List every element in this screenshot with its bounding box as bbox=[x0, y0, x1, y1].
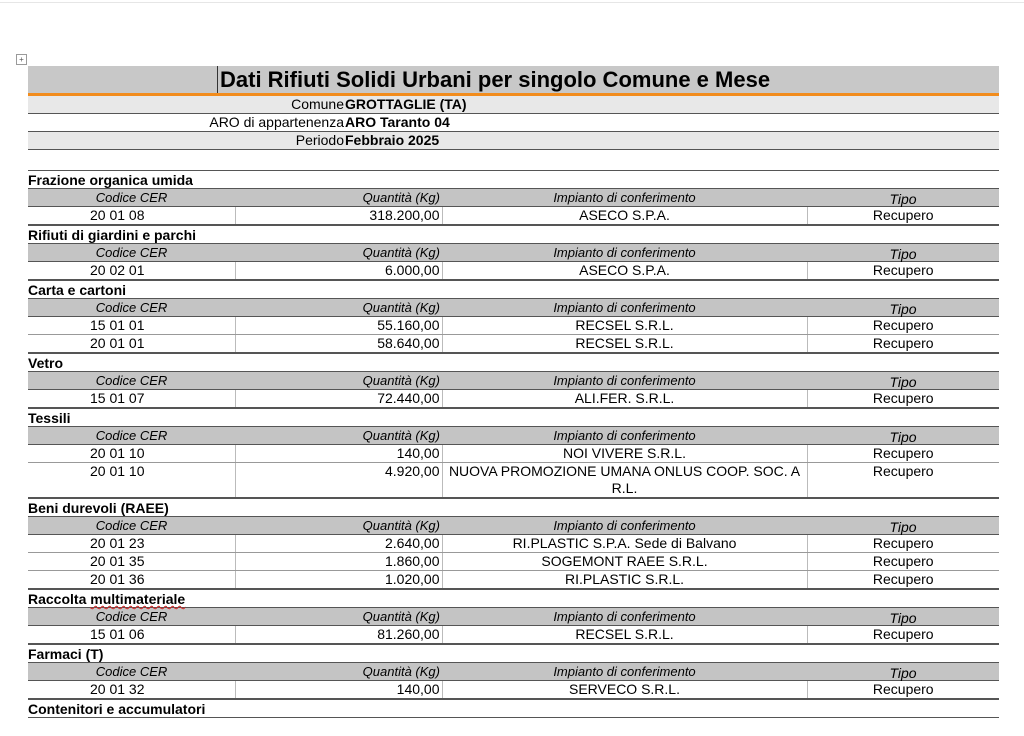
header-tipo: Tipo bbox=[807, 189, 999, 207]
document-body bbox=[28, 66, 999, 718]
table-header-row bbox=[28, 608, 999, 626]
header-codice-cer: Codice CER bbox=[28, 427, 235, 445]
table-row bbox=[28, 681, 999, 700]
table-header-row bbox=[28, 427, 999, 445]
cell-codice-cer: 20 01 23 bbox=[28, 535, 235, 553]
section-table bbox=[28, 517, 999, 590]
section-title: Beni durevoli (RAEE) bbox=[28, 499, 999, 517]
cell-tipo: Recupero bbox=[807, 335, 999, 354]
table-row bbox=[28, 463, 999, 499]
info-row-comune bbox=[28, 96, 999, 114]
section-table bbox=[28, 189, 999, 226]
cell-quantita: 318.200,00 bbox=[235, 207, 442, 226]
table-header-row bbox=[28, 299, 999, 317]
cell-codice-cer: 20 01 35 bbox=[28, 553, 235, 571]
section-title: Carta e cartoni bbox=[28, 281, 999, 299]
cell-impianto: ASECO S.P.A. bbox=[442, 262, 807, 281]
cell-tipo: Recupero bbox=[807, 463, 999, 499]
header-codice-cer: Codice CER bbox=[28, 608, 235, 626]
header-quantita: Quantità (Kg) bbox=[235, 663, 442, 681]
window-top-edge bbox=[0, 0, 1024, 3]
header-tipo: Tipo bbox=[807, 663, 999, 681]
cell-tipo: Recupero bbox=[807, 262, 999, 281]
header-codice-cer: Codice CER bbox=[28, 663, 235, 681]
header-impianto: Impianto di conferimento bbox=[442, 372, 807, 390]
table-header-row bbox=[28, 189, 999, 207]
cell-quantita: 1.860,00 bbox=[235, 553, 442, 571]
table-row bbox=[28, 207, 999, 226]
cell-tipo: Recupero bbox=[807, 681, 999, 700]
table-move-handle-icon[interactable]: + bbox=[16, 54, 27, 65]
table-row bbox=[28, 626, 999, 645]
header-codice-cer: Codice CER bbox=[28, 517, 235, 535]
cell-tipo: Recupero bbox=[807, 535, 999, 553]
cell-quantita: 4.920,00 bbox=[235, 463, 442, 499]
cell-quantita: 1.020,00 bbox=[235, 571, 442, 590]
header-tipo: Tipo bbox=[807, 299, 999, 317]
cell-codice-cer: 20 01 10 bbox=[28, 445, 235, 463]
header-codice-cer: Codice CER bbox=[28, 189, 235, 207]
header-codice-cer: Codice CER bbox=[28, 244, 235, 262]
header-codice-cer: Codice CER bbox=[28, 299, 235, 317]
cell-quantita: 140,00 bbox=[235, 445, 442, 463]
cell-tipo: Recupero bbox=[807, 626, 999, 645]
table-row bbox=[28, 445, 999, 463]
cell-quantita: 55.160,00 bbox=[235, 317, 442, 335]
cell-quantita: 2.640,00 bbox=[235, 535, 442, 553]
cell-impianto: RECSEL S.R.L. bbox=[442, 335, 807, 354]
cell-impianto: RI.PLASTIC S.P.A. Sede di Balvano bbox=[442, 535, 807, 553]
cell-quantita: 6.000,00 bbox=[235, 262, 442, 281]
info-label-comune: Comune bbox=[291, 96, 344, 112]
cell-codice-cer: 20 02 01 bbox=[28, 262, 235, 281]
cell-impianto: RECSEL S.R.L. bbox=[442, 317, 807, 335]
section-table bbox=[28, 663, 999, 700]
section-title: Frazione organica umida bbox=[28, 171, 999, 189]
table-row bbox=[28, 553, 999, 571]
waste-sections bbox=[28, 171, 999, 718]
section-title: Contenitori e accumulatori bbox=[28, 700, 999, 718]
header-quantita: Quantità (Kg) bbox=[235, 427, 442, 445]
info-label-periodo: Periodo bbox=[295, 132, 344, 148]
cell-quantita: 140,00 bbox=[235, 681, 442, 700]
section-table bbox=[28, 244, 999, 281]
header-quantita: Quantità (Kg) bbox=[235, 299, 442, 317]
header-tipo: Tipo bbox=[807, 244, 999, 262]
cell-tipo: Recupero bbox=[807, 571, 999, 590]
table-header-row bbox=[28, 517, 999, 535]
header-quantita: Quantità (Kg) bbox=[235, 244, 442, 262]
cell-codice-cer: 20 01 01 bbox=[28, 335, 235, 354]
cell-codice-cer: 20 01 32 bbox=[28, 681, 235, 700]
info-row-periodo bbox=[28, 132, 999, 150]
cell-quantita: 72.440,00 bbox=[235, 390, 442, 409]
header-codice-cer: Codice CER bbox=[28, 372, 235, 390]
cell-codice-cer: 20 01 36 bbox=[28, 571, 235, 590]
cell-tipo: Recupero bbox=[807, 553, 999, 571]
header-quantita: Quantità (Kg) bbox=[235, 372, 442, 390]
cell-impianto: RECSEL S.R.L. bbox=[442, 626, 807, 645]
info-row-aro bbox=[28, 114, 999, 132]
table-row bbox=[28, 317, 999, 335]
info-value-comune: GROTTAGLIE (TA) bbox=[345, 96, 467, 112]
section-table bbox=[28, 608, 999, 645]
section-title bbox=[28, 590, 999, 608]
section-title: Rifiuti di giardini e parchi bbox=[28, 226, 999, 244]
table-row bbox=[28, 535, 999, 553]
spacer-row bbox=[28, 150, 999, 171]
table-row bbox=[28, 262, 999, 281]
cell-codice-cer: 20 01 10 bbox=[28, 463, 235, 499]
table-header-row bbox=[28, 663, 999, 681]
cell-codice-cer: 20 01 08 bbox=[28, 207, 235, 226]
section-title-part: multimateriale bbox=[90, 591, 186, 607]
header-impianto: Impianto di conferimento bbox=[442, 608, 807, 626]
section-title-part: Raccolta bbox=[28, 591, 91, 607]
info-value-periodo: Febbraio 2025 bbox=[345, 132, 440, 148]
cell-tipo: Recupero bbox=[807, 390, 999, 409]
cell-impianto: NOI VIVERE S.R.L. bbox=[442, 445, 807, 463]
header-tipo: Tipo bbox=[807, 372, 999, 390]
cell-impianto: ALI.FER. S.R.L. bbox=[442, 390, 807, 409]
table-header-row bbox=[28, 244, 999, 262]
info-value-aro: ARO Taranto 04 bbox=[345, 114, 450, 130]
section-table bbox=[28, 372, 999, 409]
cell-tipo: Recupero bbox=[807, 317, 999, 335]
cell-impianto: SERVECO S.R.L. bbox=[442, 681, 807, 700]
cell-impianto: NUOVA PROMOZIONE UMANA ONLUS COOP. SOC. A R.L. bbox=[442, 463, 807, 499]
header-impianto: Impianto di conferimento bbox=[442, 517, 807, 535]
info-label-aro: ARO di appartenenza bbox=[209, 114, 344, 130]
header-quantita: Quantità (Kg) bbox=[235, 608, 442, 626]
cell-tipo: Recupero bbox=[807, 207, 999, 226]
cell-quantita: 58.640,00 bbox=[235, 335, 442, 354]
table-row bbox=[28, 335, 999, 354]
table-row bbox=[28, 390, 999, 409]
cell-impianto: ASECO S.P.A. bbox=[442, 207, 807, 226]
cell-codice-cer: 15 01 01 bbox=[28, 317, 235, 335]
cell-codice-cer: 15 01 06 bbox=[28, 626, 235, 645]
table-header-row bbox=[28, 372, 999, 390]
header-impianto: Impianto di conferimento bbox=[442, 299, 807, 317]
cell-impianto: RI.PLASTIC S.R.L. bbox=[442, 571, 807, 590]
table-row bbox=[28, 571, 999, 590]
header-tipo: Tipo bbox=[807, 427, 999, 445]
page-title: Dati Rifiuti Solidi Urbani per singolo Comune e Mese bbox=[217, 66, 770, 93]
section-title: Farmaci (T) bbox=[28, 645, 999, 663]
header-tipo: Tipo bbox=[807, 517, 999, 535]
section-table bbox=[28, 427, 999, 499]
section-title: Vetro bbox=[28, 354, 999, 372]
cell-impianto: SOGEMONT RAEE S.R.L. bbox=[442, 553, 807, 571]
section-table bbox=[28, 299, 999, 354]
title-bar bbox=[28, 66, 999, 96]
cell-quantita: 81.260,00 bbox=[235, 626, 442, 645]
header-impianto: Impianto di conferimento bbox=[442, 663, 807, 681]
header-impianto: Impianto di conferimento bbox=[442, 189, 807, 207]
cell-tipo: Recupero bbox=[807, 445, 999, 463]
header-tipo: Tipo bbox=[807, 608, 999, 626]
cell-codice-cer: 15 01 07 bbox=[28, 390, 235, 409]
header-impianto: Impianto di conferimento bbox=[442, 427, 807, 445]
header-quantita: Quantità (Kg) bbox=[235, 189, 442, 207]
header-impianto: Impianto di conferimento bbox=[442, 244, 807, 262]
section-title: Tessili bbox=[28, 409, 999, 427]
header-quantita: Quantità (Kg) bbox=[235, 517, 442, 535]
